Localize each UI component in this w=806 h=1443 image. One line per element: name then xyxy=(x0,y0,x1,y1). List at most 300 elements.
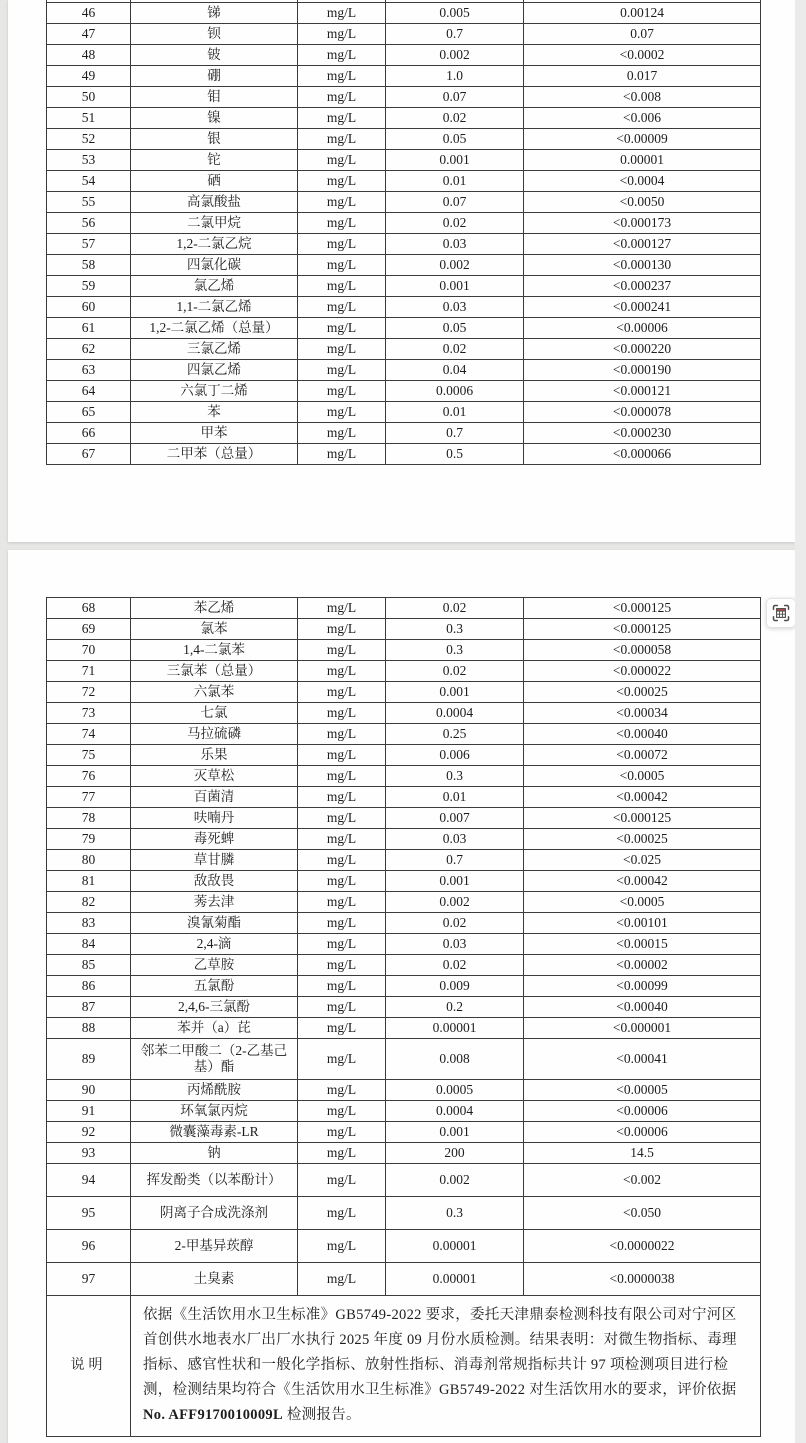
row-number-cell: 88 xyxy=(47,1018,131,1039)
unit-cell: mg/L xyxy=(298,850,386,871)
unit-cell: mg/L xyxy=(298,598,386,619)
table-row xyxy=(47,381,761,402)
table-row xyxy=(47,45,761,66)
table-row xyxy=(47,3,761,24)
parameter-name-cell: 微囊藻毒素-LR xyxy=(131,1122,298,1143)
parameter-name-cell: 阴离子合成洗涤剂 xyxy=(131,1197,298,1230)
row-number-cell: 74 xyxy=(47,724,131,745)
unit-cell: mg/L xyxy=(298,1230,386,1263)
parameter-name-cell: 土臭素 xyxy=(131,1263,298,1296)
unit-cell: mg/L xyxy=(298,1080,386,1101)
parameter-name-cell: 六氯丁二烯 xyxy=(131,381,298,402)
table-row xyxy=(47,745,761,766)
row-number-cell: 70 xyxy=(47,640,131,661)
result-cell: <0.000127 xyxy=(524,234,761,255)
unit-cell: mg/L xyxy=(298,913,386,934)
table-row xyxy=(47,934,761,955)
table-row xyxy=(47,976,761,997)
unit-cell: mg/L xyxy=(298,640,386,661)
table-row xyxy=(47,150,761,171)
table-row xyxy=(47,360,761,381)
result-cell: <0.000125 xyxy=(524,619,761,640)
unit-cell: mg/L xyxy=(298,339,386,360)
result-cell: <0.050 xyxy=(524,1197,761,1230)
unit-cell: mg/L xyxy=(298,1101,386,1122)
table-extract-icon xyxy=(771,603,791,623)
parameter-name-cell: 七氯 xyxy=(131,703,298,724)
table-row xyxy=(47,1230,761,1263)
result-cell: <0.00072 xyxy=(524,745,761,766)
limit-cell: 0.02 xyxy=(386,661,524,682)
result-cell: <0.0000038 xyxy=(524,1263,761,1296)
result-cell: <0.00009 xyxy=(524,129,761,150)
table-row xyxy=(47,724,761,745)
result-cell: <0.000066 xyxy=(524,444,761,465)
parameter-name-cell: 钠 xyxy=(131,1143,298,1164)
parameter-name-cell: 苯并（a）芘 xyxy=(131,1018,298,1039)
row-number-cell: 67 xyxy=(47,444,131,465)
unit-cell: mg/L xyxy=(298,150,386,171)
unit-cell: mg/L xyxy=(298,3,386,24)
parameter-name-cell: 钼 xyxy=(131,87,298,108)
row-number-cell: 63 xyxy=(47,360,131,381)
parameter-name-cell: 环氧氯丙烷 xyxy=(131,1101,298,1122)
limit-cell: 0.002 xyxy=(386,45,524,66)
row-number-cell: 62 xyxy=(47,339,131,360)
limit-cell: 200 xyxy=(386,1143,524,1164)
note-section xyxy=(47,1296,761,1437)
row-number-cell: 80 xyxy=(47,850,131,871)
limit-cell: 0.001 xyxy=(386,1122,524,1143)
result-cell: <0.00025 xyxy=(524,829,761,850)
parameter-name-cell: 灭草松 xyxy=(131,766,298,787)
note-label-cell: 说明 xyxy=(47,1296,131,1437)
unit-cell: mg/L xyxy=(298,934,386,955)
unit-cell: mg/L xyxy=(298,423,386,444)
unit-cell: mg/L xyxy=(298,45,386,66)
unit-cell: mg/L xyxy=(298,1164,386,1197)
unit-cell: mg/L xyxy=(298,171,386,192)
unit-cell: mg/L xyxy=(298,360,386,381)
row-number-cell: 83 xyxy=(47,913,131,934)
row-number-cell: 56 xyxy=(47,213,131,234)
result-cell: <0.00042 xyxy=(524,871,761,892)
result-cell: <0.00041 xyxy=(524,1039,761,1080)
row-number-cell: 89 xyxy=(47,1039,131,1080)
unit-cell: mg/L xyxy=(298,997,386,1018)
result-cell: <0.0000022 xyxy=(524,1230,761,1263)
table-row xyxy=(47,402,761,423)
limit-cell: 0.006 xyxy=(386,745,524,766)
row-number-cell: 93 xyxy=(47,1143,131,1164)
row-number-cell: 71 xyxy=(47,661,131,682)
table-row xyxy=(47,1101,761,1122)
limit-cell: 0.02 xyxy=(386,108,524,129)
limit-cell: 0.009 xyxy=(386,976,524,997)
table-row xyxy=(47,682,761,703)
limit-cell: 0.00001 xyxy=(386,1018,524,1039)
limit-cell: 0.001 xyxy=(386,871,524,892)
limit-cell: 0.002 xyxy=(386,1164,524,1197)
table-row xyxy=(47,1039,761,1080)
limit-cell: 0.03 xyxy=(386,934,524,955)
unit-cell: mg/L xyxy=(298,661,386,682)
table-row xyxy=(47,1197,761,1230)
parameter-name-cell: 四氯乙烯 xyxy=(131,360,298,381)
result-cell: <0.000190 xyxy=(524,360,761,381)
row-number-cell: 73 xyxy=(47,703,131,724)
row-number-cell: 72 xyxy=(47,682,131,703)
note-row xyxy=(47,1296,761,1437)
limit-cell: 0.05 xyxy=(386,129,524,150)
parameter-name-cell: 钡 xyxy=(131,24,298,45)
result-cell: <0.000022 xyxy=(524,661,761,682)
row-number-cell: 58 xyxy=(47,255,131,276)
parameter-name-cell: 毒死蜱 xyxy=(131,829,298,850)
unit-cell: mg/L xyxy=(298,724,386,745)
row-number-cell: 57 xyxy=(47,234,131,255)
row-number-cell: 47 xyxy=(47,24,131,45)
unit-cell: mg/L xyxy=(298,976,386,997)
unit-cell: mg/L xyxy=(298,255,386,276)
result-cell: <0.0050 xyxy=(524,192,761,213)
result-cell: <0.0005 xyxy=(524,892,761,913)
row-number-cell: 97 xyxy=(47,1263,131,1296)
table-row xyxy=(47,423,761,444)
table-row xyxy=(47,1263,761,1296)
unit-cell: mg/L xyxy=(298,108,386,129)
result-cell: <0.025 xyxy=(524,850,761,871)
unit-cell: mg/L xyxy=(298,787,386,808)
parameter-name-cell: 草甘膦 xyxy=(131,850,298,871)
limit-cell: 0.02 xyxy=(386,913,524,934)
limit-cell: 0.07 xyxy=(386,192,524,213)
table-extract-button[interactable] xyxy=(766,598,796,628)
row-number-cell: 92 xyxy=(47,1122,131,1143)
result-cell: <0.000241 xyxy=(524,297,761,318)
result-cell: <0.000125 xyxy=(524,598,761,619)
parameter-name-cell: 铊 xyxy=(131,150,298,171)
row-number-cell: 66 xyxy=(47,423,131,444)
row-number-cell: 94 xyxy=(47,1164,131,1197)
result-cell: <0.000237 xyxy=(524,276,761,297)
unit-cell: mg/L xyxy=(298,1039,386,1080)
result-cell: <0.00015 xyxy=(524,934,761,955)
parameter-name-cell: 高氯酸盐 xyxy=(131,192,298,213)
table-row xyxy=(47,129,761,150)
row-number-cell: 52 xyxy=(47,129,131,150)
result-cell: <0.000230 xyxy=(524,423,761,444)
table-row xyxy=(47,829,761,850)
limit-cell: 0.02 xyxy=(386,339,524,360)
result-cell: <0.00006 xyxy=(524,1101,761,1122)
parameter-name-cell: 二甲苯（总量） xyxy=(131,444,298,465)
table-row xyxy=(47,913,761,934)
limit-cell: 0.005 xyxy=(386,3,524,24)
limit-cell: 0.25 xyxy=(386,724,524,745)
parameter-name-cell: 乐果 xyxy=(131,745,298,766)
row-number-cell: 60 xyxy=(47,297,131,318)
result-cell: <0.000121 xyxy=(524,381,761,402)
limit-cell: 0.0005 xyxy=(386,1080,524,1101)
parameter-name-cell: 百菌清 xyxy=(131,787,298,808)
result-cell: <0.0002 xyxy=(524,45,761,66)
result-cell: <0.00101 xyxy=(524,913,761,934)
row-number-cell: 81 xyxy=(47,871,131,892)
parameter-name-cell: 1,2-二氯乙烷 xyxy=(131,234,298,255)
unit-cell: mg/L xyxy=(298,745,386,766)
table-row xyxy=(47,297,761,318)
limit-cell: 0.02 xyxy=(386,213,524,234)
limit-cell: 0.001 xyxy=(386,150,524,171)
limit-cell: 0.7 xyxy=(386,423,524,444)
unit-cell: mg/L xyxy=(298,892,386,913)
limit-cell: 0.008 xyxy=(386,1039,524,1080)
table-row xyxy=(47,766,761,787)
note-text-cell xyxy=(131,1296,761,1437)
limit-cell: 0.0006 xyxy=(386,381,524,402)
row-number-cell: 55 xyxy=(47,192,131,213)
parameter-name-cell: 甲苯 xyxy=(131,423,298,444)
limit-cell: 0.001 xyxy=(386,276,524,297)
unit-cell: mg/L xyxy=(298,703,386,724)
table-row xyxy=(47,955,761,976)
table-row xyxy=(47,1018,761,1039)
limit-cell: 0.03 xyxy=(386,829,524,850)
document-page-2 xyxy=(8,550,795,1443)
limit-cell: 0.3 xyxy=(386,766,524,787)
parameter-name-cell: 呋喃丹 xyxy=(131,808,298,829)
limit-cell: 0.002 xyxy=(386,892,524,913)
row-number-cell: 96 xyxy=(47,1230,131,1263)
limit-cell: 0.01 xyxy=(386,171,524,192)
row-number-cell: 78 xyxy=(47,808,131,829)
row-number-cell: 50 xyxy=(47,87,131,108)
row-number-cell: 48 xyxy=(47,45,131,66)
parameter-name-cell: 1,2-二氯乙烯（总量） xyxy=(131,318,298,339)
row-number-cell: 49 xyxy=(47,66,131,87)
row-number-cell: 53 xyxy=(47,150,131,171)
limit-cell: 0.03 xyxy=(386,297,524,318)
row-number-cell: 54 xyxy=(47,171,131,192)
parameter-name-cell: 氯乙烯 xyxy=(131,276,298,297)
parameter-name-cell: 邻苯二甲酸二（2-乙基己基）酯 xyxy=(131,1039,298,1080)
table-row xyxy=(47,339,761,360)
parameter-name-cell: 锑 xyxy=(131,3,298,24)
unit-cell: mg/L xyxy=(298,1122,386,1143)
limit-cell: 0.02 xyxy=(386,955,524,976)
parameter-name-cell: 五氯酚 xyxy=(131,976,298,997)
row-number-cell: 95 xyxy=(47,1197,131,1230)
result-cell: <0.00040 xyxy=(524,724,761,745)
table-row xyxy=(47,234,761,255)
parameter-name-cell: 三氯乙烯 xyxy=(131,339,298,360)
result-cell: <0.008 xyxy=(524,87,761,108)
unit-cell: mg/L xyxy=(298,444,386,465)
unit-cell: mg/L xyxy=(298,871,386,892)
limit-cell: 0.00001 xyxy=(386,1263,524,1296)
row-number-cell: 61 xyxy=(47,318,131,339)
row-number-cell: 90 xyxy=(47,1080,131,1101)
limit-cell: 1.0 xyxy=(386,66,524,87)
limit-cell: 0.0004 xyxy=(386,703,524,724)
unit-cell: mg/L xyxy=(298,297,386,318)
result-cell: 0.00124 xyxy=(524,3,761,24)
parameter-name-cell: 莠去津 xyxy=(131,892,298,913)
table-row xyxy=(47,997,761,1018)
result-cell: 0.017 xyxy=(524,66,761,87)
row-number-cell: 64 xyxy=(47,381,131,402)
row-number-cell: 76 xyxy=(47,766,131,787)
parameter-name-cell: 硼 xyxy=(131,66,298,87)
limit-cell: 0.3 xyxy=(386,640,524,661)
parameter-name-cell: 银 xyxy=(131,129,298,150)
parameter-name-cell: 六氯苯 xyxy=(131,682,298,703)
table-row xyxy=(47,87,761,108)
unit-cell: mg/L xyxy=(298,318,386,339)
table-row xyxy=(47,661,761,682)
limit-cell: 0.05 xyxy=(386,318,524,339)
water-quality-table-page1 xyxy=(46,0,761,465)
table-row xyxy=(47,787,761,808)
table-row xyxy=(47,892,761,913)
unit-cell: mg/L xyxy=(298,766,386,787)
result-cell: <0.000058 xyxy=(524,640,761,661)
limit-cell: 0.01 xyxy=(386,787,524,808)
scrollbar-track[interactable] xyxy=(795,0,806,1443)
unit-cell: mg/L xyxy=(298,87,386,108)
parameter-name-cell: 氯苯 xyxy=(131,619,298,640)
parameter-name-cell: 2,4-滴 xyxy=(131,934,298,955)
result-cell: <0.000078 xyxy=(524,402,761,423)
parameter-name-cell: 苯乙烯 xyxy=(131,598,298,619)
table-row xyxy=(47,640,761,661)
unit-cell: mg/L xyxy=(298,1197,386,1230)
limit-cell: 0.007 xyxy=(386,808,524,829)
result-cell: <0.00006 xyxy=(524,318,761,339)
unit-cell: mg/L xyxy=(298,682,386,703)
result-cell: <0.00006 xyxy=(524,1122,761,1143)
parameter-name-cell: 溴氰菊酯 xyxy=(131,913,298,934)
parameter-name-cell: 2,4,6-三氯酚 xyxy=(131,997,298,1018)
result-cell: <0.000220 xyxy=(524,339,761,360)
result-cell: 14.5 xyxy=(524,1143,761,1164)
table-row xyxy=(47,808,761,829)
result-cell: <0.000001 xyxy=(524,1018,761,1039)
limit-cell: 0.0004 xyxy=(386,1101,524,1122)
result-cell: <0.00025 xyxy=(524,682,761,703)
limit-cell: 0.001 xyxy=(386,682,524,703)
limit-cell: 0.03 xyxy=(386,234,524,255)
table-row xyxy=(47,1164,761,1197)
table-row xyxy=(47,444,761,465)
result-cell: <0.0005 xyxy=(524,766,761,787)
result-cell: 0.07 xyxy=(524,24,761,45)
table-row xyxy=(47,1080,761,1101)
unit-cell: mg/L xyxy=(298,381,386,402)
row-number-cell: 75 xyxy=(47,745,131,766)
parameter-name-cell: 1,4-二氯苯 xyxy=(131,640,298,661)
row-number-cell: 82 xyxy=(47,892,131,913)
table-row xyxy=(47,108,761,129)
result-cell: <0.000173 xyxy=(524,213,761,234)
parameter-name-cell: 苯 xyxy=(131,402,298,423)
parameter-name-cell: 挥发酚类（以苯酚计） xyxy=(131,1164,298,1197)
result-cell: <0.002 xyxy=(524,1164,761,1197)
result-cell: <0.0004 xyxy=(524,171,761,192)
parameter-name-cell: 1,1-二氯乙烯 xyxy=(131,297,298,318)
table-row xyxy=(47,850,761,871)
parameter-name-cell: 硒 xyxy=(131,171,298,192)
row-number-cell: 87 xyxy=(47,997,131,1018)
row-number-cell: 85 xyxy=(47,955,131,976)
row-number-cell: 51 xyxy=(47,108,131,129)
table-row xyxy=(47,255,761,276)
unit-cell: mg/L xyxy=(298,402,386,423)
unit-cell: mg/L xyxy=(298,66,386,87)
result-cell: <0.00099 xyxy=(524,976,761,997)
table-row xyxy=(47,171,761,192)
result-cell: <0.00002 xyxy=(524,955,761,976)
limit-cell: 0.3 xyxy=(386,619,524,640)
row-number-cell: 69 xyxy=(47,619,131,640)
table-row xyxy=(47,1122,761,1143)
limit-cell: 0.7 xyxy=(386,24,524,45)
note-text: 依据《生活饮用水卫生标准》GB5749-2022 要求，委托天津鼎泰检测科技有限公司对宁河区首创供水地表水厂出厂水执行 2025 年度 09 月份水质检测。结果表明：对微生物指标、毒理指标、感官性状和一般化学指标、放射性指标、消毒剂常规指标共计 97 项检测项目进行检测，检测结果均符合《生活饮用水卫生标准》GB5749-2022 对生活饮用水的要求，评价依据 xyxy=(143,1307,737,1398)
note-report-number: No. AFF9170010009L xyxy=(143,1407,283,1423)
parameter-name-cell: 二氯甲烷 xyxy=(131,213,298,234)
unit-cell: mg/L xyxy=(298,955,386,976)
result-cell: <0.000125 xyxy=(524,808,761,829)
unit-cell: mg/L xyxy=(298,129,386,150)
table-row xyxy=(47,213,761,234)
row-number-cell: 65 xyxy=(47,402,131,423)
unit-cell: mg/L xyxy=(298,24,386,45)
row-number-cell: 59 xyxy=(47,276,131,297)
result-cell: <0.000130 xyxy=(524,255,761,276)
parameter-name-cell: 四氯化碳 xyxy=(131,255,298,276)
table-row xyxy=(47,619,761,640)
parameter-name-cell: 铍 xyxy=(131,45,298,66)
unit-cell: mg/L xyxy=(298,619,386,640)
unit-cell: mg/L xyxy=(298,192,386,213)
unit-cell: mg/L xyxy=(298,213,386,234)
table-row xyxy=(47,871,761,892)
result-cell: <0.006 xyxy=(524,108,761,129)
result-cell: <0.00042 xyxy=(524,787,761,808)
row-number-cell: 86 xyxy=(47,976,131,997)
water-quality-table-page2 xyxy=(46,597,761,1437)
table-row xyxy=(47,598,761,619)
result-cell: 0.00001 xyxy=(524,150,761,171)
row-number-cell: 79 xyxy=(47,829,131,850)
limit-cell: 0.5 xyxy=(386,444,524,465)
parameter-name-cell: 乙草胺 xyxy=(131,955,298,976)
row-number-cell: 91 xyxy=(47,1101,131,1122)
table-row xyxy=(47,276,761,297)
unit-cell: mg/L xyxy=(298,234,386,255)
parameter-name-cell: 三氯苯（总量） xyxy=(131,661,298,682)
row-number-cell: 68 xyxy=(47,598,131,619)
unit-cell: mg/L xyxy=(298,1263,386,1296)
table-row xyxy=(47,703,761,724)
row-number-cell: 46 xyxy=(47,3,131,24)
limit-cell: 0.7 xyxy=(386,850,524,871)
parameter-name-cell: 丙烯酰胺 xyxy=(131,1080,298,1101)
row-number-cell: 84 xyxy=(47,934,131,955)
limit-cell: 0.02 xyxy=(386,598,524,619)
limit-cell: 0.00001 xyxy=(386,1230,524,1263)
